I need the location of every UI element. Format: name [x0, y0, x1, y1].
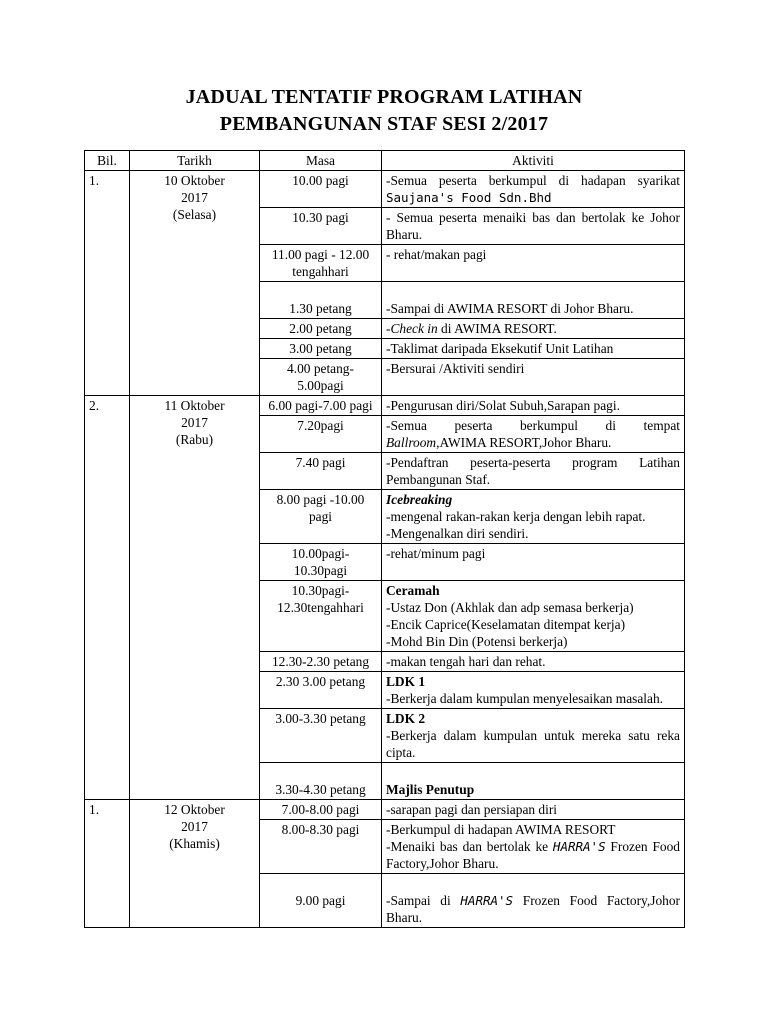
- activity-line: [386, 616, 680, 633]
- activity-cell: [382, 339, 685, 359]
- activity-text: -Pendaftran peserta-peserta program Latihan Pembangunan Staf.: [386, 455, 680, 487]
- activity-text: -Bersurai /Aktiviti sendiri: [386, 361, 525, 376]
- activity-cell: [382, 396, 685, 416]
- activity-text: -Semua peserta berkumpul di tempat: [386, 418, 680, 433]
- activity-line: [386, 821, 680, 838]
- activity-text: -Berkerja dalam kumpulan menyelesaikan masalah.: [386, 691, 664, 706]
- header-masa: Masa: [260, 151, 382, 171]
- date-text: 10 Oktober: [164, 173, 225, 188]
- activity-cell: [382, 581, 685, 652]
- activity-cell: [382, 800, 685, 820]
- activity-text: -Taklimat daripada Eksekutif Unit Latihan: [386, 341, 614, 356]
- year-text: 2017: [181, 190, 208, 205]
- activity-text: Frozen Food Factory,Johor Bharu.: [386, 839, 680, 871]
- activity-text: -Pengurusan diri/Solat Subuh,Sarapan pagi.: [386, 398, 620, 413]
- time-cell: 7.00-8.00 pagi: [260, 800, 382, 820]
- activity-text: -mengenal rakan-rakan kerja dengan lebih rapat.: [386, 509, 646, 524]
- date-cell: [130, 171, 260, 396]
- time-cell: 9.00 pagi: [260, 874, 382, 928]
- document-title-line-1: JADUAL TENTATIF PROGRAM LATIHAN: [185, 86, 583, 108]
- date-text: 12 Oktober: [164, 802, 225, 817]
- activity-line: [386, 633, 680, 650]
- activity-text: -makan tengah hari dan rehat.: [386, 654, 546, 669]
- year-text: 2017: [181, 819, 208, 834]
- schedule-row: [85, 171, 685, 208]
- activity-text: HARRA'S: [460, 893, 514, 908]
- activity-cell: [382, 820, 685, 874]
- schedule-row: [85, 800, 685, 820]
- date-text: 11 Oktober: [164, 398, 225, 413]
- activity-text: -Berkerja dalam kumpulan untuk mereka satu reka cipta.: [386, 728, 680, 760]
- activity-text: -Berkumpul di hadapan AWIMA RESORT: [386, 822, 616, 837]
- activity-line: [386, 525, 680, 542]
- activity-cell: [382, 416, 685, 453]
- activity-line: [386, 491, 680, 508]
- activity-line: [386, 710, 680, 727]
- header-bil: Bil.: [85, 151, 130, 171]
- activity-line: [386, 690, 680, 707]
- activity-text: -rehat/minum pagi: [386, 546, 486, 561]
- activity-cell: [382, 672, 685, 709]
- time-cell: 1.30 petang: [260, 282, 382, 319]
- activity-text: - rehat/makan pagi: [386, 247, 487, 262]
- date-cell: [130, 396, 260, 800]
- time-cell: 12.30-2.30 petang: [260, 652, 382, 672]
- year-text: 2017: [181, 415, 208, 430]
- time-cell: 10.30 pagi: [260, 208, 382, 245]
- activity-cell: [382, 359, 685, 396]
- time-cell: 8.00 pagi -10.00 pagi: [260, 490, 382, 544]
- header-row: [85, 151, 685, 171]
- activity-text: ,AWIMA RESORT,Johor Bharu.: [436, 435, 612, 450]
- time-cell: 11.00 pagi - 12.00 tengahhari: [260, 245, 382, 282]
- activity-text: Majlis Penutup: [386, 782, 475, 797]
- time-cell: 7.20pagi: [260, 416, 382, 453]
- activity-cell: [382, 171, 685, 208]
- activity-text: -Mohd Bin Din (Potensi berkerja): [386, 634, 568, 649]
- time-cell: 10.00pagi- 10.30pagi: [260, 544, 382, 581]
- activity-text: Frozen Food Factory,Johor Bharu.: [386, 893, 680, 925]
- schedule-row: [85, 396, 685, 416]
- activity-text: Saujana's Food Sdn.Bhd: [386, 190, 552, 205]
- bil-cell: 2.: [85, 396, 130, 800]
- weekday-text: (Rabu): [175, 432, 214, 447]
- activity-cell: [382, 282, 685, 319]
- activity-line: [386, 838, 680, 872]
- activity-cell: [382, 652, 685, 672]
- activity-cell: [382, 245, 685, 282]
- header-tarikh: Tarikh: [130, 151, 260, 171]
- bil-cell: 1.: [85, 800, 130, 928]
- time-cell: 3.00-3.30 petang: [260, 709, 382, 763]
- activity-text: Icebreaking: [386, 492, 453, 507]
- activity-text: Check in: [390, 321, 438, 336]
- activity-cell: [382, 874, 685, 928]
- header-aktiviti: Aktiviti: [382, 151, 685, 171]
- activity-text: Ceramah: [386, 583, 440, 598]
- activity-text: Ballroom: [386, 435, 437, 450]
- time-cell: 10.30pagi- 12.30tengahhari: [260, 581, 382, 652]
- time-cell: 2.30 3.00 petang: [260, 672, 382, 709]
- activity-text: -: [386, 321, 391, 336]
- time-cell: 7.40 pagi: [260, 453, 382, 490]
- activity-cell: [382, 763, 685, 800]
- activity-text: -Mengenalkan diri sendiri.: [386, 526, 529, 541]
- activity-cell: [382, 319, 685, 339]
- activity-text: -Sampai di: [386, 893, 461, 908]
- time-cell: 3.00 petang: [260, 339, 382, 359]
- weekday-text: (Khamis): [169, 836, 220, 851]
- activity-text: HARRA'S: [552, 839, 606, 854]
- activity-text: -sarapan pagi dan persiapan diri: [386, 802, 558, 817]
- document-title-line-2: PEMBANGUNAN STAF SESI 2/2017: [219, 113, 549, 135]
- activity-cell: [382, 544, 685, 581]
- activity-line: [386, 508, 680, 525]
- activity-cell: [382, 453, 685, 490]
- activity-cell: [382, 208, 685, 245]
- weekday-text: (Selasa): [172, 207, 217, 222]
- time-cell: 10.00 pagi: [260, 171, 382, 208]
- activity-line: [386, 599, 680, 616]
- time-cell: 2.00 petang: [260, 319, 382, 339]
- activity-text: di AWIMA RESORT.: [437, 321, 557, 336]
- time-cell: 4.00 petang- 5.00pagi: [260, 359, 382, 396]
- activity-text: -Encik Caprice(Keselamatan ditempat kerja): [386, 617, 626, 632]
- schedule-table: [84, 150, 685, 928]
- activity-cell: [382, 709, 685, 763]
- activity-cell: [382, 490, 685, 544]
- time-cell: 8.00-8.30 pagi: [260, 820, 382, 874]
- activity-text: -Ustaz Don (Akhlak dan adp semasa berkerja): [386, 600, 634, 615]
- activity-text: -Sampai di AWIMA RESORT di Johor Bharu.: [386, 301, 634, 316]
- bil-cell: 1.: [85, 171, 130, 396]
- activity-text: -Menaiki bas dan bertolak ke: [386, 839, 553, 854]
- activity-line: [386, 582, 680, 599]
- schedule-body: [85, 171, 685, 928]
- activity-text: LDK 1: [386, 674, 426, 689]
- activity-text: - Semua peserta menaiki bas dan bertolak ke Johor Bharu.: [386, 210, 680, 242]
- activity-text: LDK 2: [386, 711, 426, 726]
- activity-line: [386, 781, 680, 798]
- activity-text: -Semua peserta berkumpul di hadapan syarikat: [386, 173, 680, 188]
- time-cell: 3.30-4.30 petang: [260, 763, 382, 800]
- activity-line: [386, 673, 680, 690]
- activity-line: [386, 727, 680, 761]
- time-cell: 6.00 pagi-7.00 pagi: [260, 396, 382, 416]
- date-cell: [130, 800, 260, 928]
